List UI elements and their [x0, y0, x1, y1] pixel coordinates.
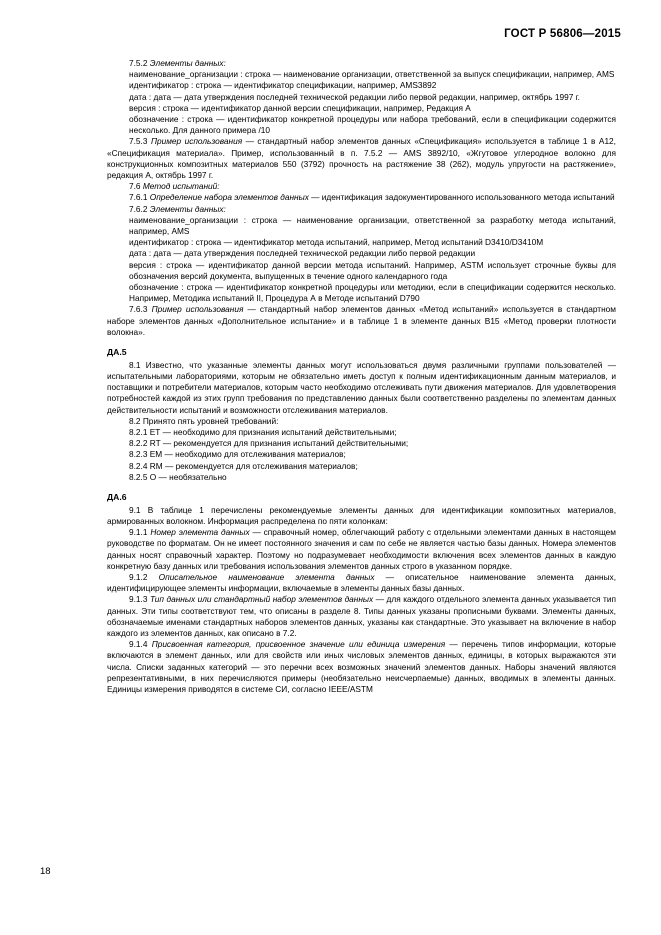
section-heading-da6: ДА.6: [107, 492, 127, 503]
paragraph-8-2: 8.2 Принято пять уровней требований:: [129, 415, 279, 426]
paragraph-8-2-5: 8.2.5 О — необязательно: [129, 471, 227, 482]
clause-title: Описательное наименование элемента данных: [158, 571, 375, 582]
clause-number: 7.6.1: [129, 192, 148, 203]
clause-number: 9.1.3: [129, 594, 148, 605]
clause-number: 9.1.4: [129, 639, 148, 650]
paragraph-date-spec: дата : дата — дата утверждения последней технической редакции либо первой редакции, например, октябрь 1997 г.: [129, 91, 580, 102]
clause-number: 7.6.3: [129, 304, 148, 315]
paragraph-9-1-3: [107, 594, 616, 639]
section-heading-da5: ДА.5: [107, 347, 127, 358]
clause-number: 7.6.2: [129, 203, 148, 214]
clause-number: 7.5.3: [129, 136, 148, 147]
clause-title: Присвоенная категория, присвоенное значение или единица измерения: [151, 639, 446, 650]
clause-title: Пример использования: [151, 304, 244, 315]
clause-text: — справочный номер, облегчающий работу с отдельными элементами данных в настоящем руководстве по форматам. Он не имеет постоянного значения и сам по себе не является частью базы данных. Номера элементов данных носят справочный характер. Поэтому но подразумевает необходимости включения всех элементов данных в каждую конкретную базу данных или требования использования элементов данных строго в указанном порядке.: [107, 527, 616, 571]
paragraph-version-test: версия : строка — идентификатор данной версии метода испытаний. Например, ASTM использует строчные буквы для обозначения версий документа, выпущенных в течение одного календарного года: [129, 259, 616, 281]
clause-title: Тип данных или стандартный набор элементов данных: [150, 594, 374, 605]
clause-number: 9.1.2: [129, 571, 148, 582]
paragraph-designation-test: обозначение : строка — идентификатор конкретной процедуры или методики, если в спецификации содержится несколько. Например, Методика испытаний II, Процедура А в Методе испытаний D790: [129, 282, 616, 304]
paragraph-7-6-2: [107, 204, 616, 215]
paragraph-8-2-4: 8.2.4 RM — рекомендуется для отслеживания материалов;: [129, 460, 358, 471]
paragraph-date-test: дата : дата — дата утверждения последней технической редакции либо первой редакции: [129, 248, 476, 259]
paragraph-identifier-test: идентификатор : строка — идентификатор метода испытаний, например, Метод испытаний D3410/D3410M: [129, 237, 544, 248]
paragraph-9-1-1: [107, 527, 616, 572]
clause-text: — для каждого отдельного элемента данных указывается тип данных. Эти типы соответствуют тем, что описаны в разделе 8. Типы данных указаны прописными буквами. Элементы данных, обозначаемые именами стандартных наборов элементов данных, указаны как стандартные. Это указывает на включение в набор каждого из элементов данных, как описано в 7.2.: [107, 594, 616, 638]
clause-number: 9.1.1: [129, 527, 148, 538]
paragraph-8-2-1: 8.2.1 ЕТ — необходимо для признания испытаний действительными;: [129, 427, 397, 437]
paragraph-8-2-3: 8.2.3 ЕМ — необходимо для отслеживания материалов;: [129, 449, 346, 460]
clause-title: Элементы данных:: [149, 203, 226, 214]
clause-text: — идентификация задокументированного использованного метода испытаний: [308, 192, 615, 203]
clause-title: Метод испытаний:: [142, 181, 220, 192]
clause-text: — описательное наименование элемента данных, идентифицирующее элементы информации, включаемые в элементы данных базы данных.: [107, 571, 616, 594]
paragraph-9-1-2: [107, 572, 616, 594]
paragraph-7-6: [107, 181, 616, 192]
paragraph-org-name-spec: наименование_организации : строка — наименование организации, ответственной за выпуск спецификации, например, AMS: [129, 69, 615, 80]
clause-text: — стандартный набор элементов данных «Метод испытаний» используется в стандартном наборе элементов данных «Дополнительное испытание» и в таблице 1 в элементе данных В15 «Метод проверки плотности волокна».: [107, 304, 616, 337]
clause-number: 7.6: [129, 181, 141, 192]
paragraph-9-1: 9.1 В таблице 1 перечислены рекомендуемые элементы данных для идентификации композитных материалов, армированных волокном. Информация распределена по пяти колонкам:: [107, 504, 616, 526]
page-number: 18: [40, 866, 51, 877]
paragraph-version-spec: версия : строка — идентификатор данной версии спецификации, например, Редакция А: [129, 102, 471, 113]
paragraph-identifier-spec: идентификатор : строка — идентификатор спецификации, например, AMS3892: [129, 80, 437, 91]
paragraph-7-5-2: [107, 58, 616, 69]
paragraph-7-5-3: [107, 136, 616, 181]
page-header: ГОСТ Р 56806—2015: [504, 28, 621, 40]
clause-title: Номер элемента данных: [150, 527, 250, 538]
clause-text: — стандартный набор элементов данных «Спецификация» используется в таблице 1 в А12, «Спецификация материала». Пример, использованный в п. 7.5.2 — AMS 3892/10, «Жгутовое углеродное волокно для конструкционных композитных материалов 550 (3792) прочность на растяжение 38 (262), модуль упругости на растяжение», редакция А, октябрь 1997 г.: [107, 136, 616, 181]
clause-title: Пример использования: [150, 136, 243, 147]
clause-number: 7.5.2: [129, 58, 148, 68]
document-body: [107, 58, 616, 695]
clause-title: Элементы данных:: [149, 58, 226, 68]
paragraph-8-2-2: 8.2.2 RT — рекомендуется для признания испытаний действительными;: [129, 438, 409, 449]
clause-title: Определение набора элементов данных: [149, 192, 309, 203]
paragraph-7-6-3: [107, 304, 616, 338]
paragraph-9-1-4: [107, 639, 616, 695]
paragraph-8-1: 8.1 Известно, что указанные элементы данных могут использоваться двумя различными группами пользователей — испытательными лабораториями, которым не обязательно иметь доступ к полным идентификационным данным материалов, и поставщики и потребители материалов, которым часто необходимо отслеживать пути движения материалов. Для удовлетворения потребностей каждой из этих групп требования по представлению данных были соответственно разделены по элементам данных действительности испытаний и возможности отслеживания материалов.: [107, 359, 616, 415]
paragraph-designation-spec: обозначение : строка — идентификатор конкретной процедуры или набора требований, если в спецификации содержится несколько. Для данного примера /10: [129, 114, 616, 136]
clause-text: — перечень типов информации, которые включаются в элемент данных, или для свойств или иных числовых элементов данных, единицы, в которых выражаются эти числа. Списки заданных категорий — это перечни всех возможных значений элементов данных. Наборы значений являются репрезентативными, в них перечисляются примеры (необязательно неисчерпаемые) данных, вводимых в элементы данных. Единицы измерения приводятся в системе СИ, согласно IEEE/ASTM: [107, 639, 616, 694]
paragraph-org-name-test: наименование_организации : строка — наименование организации, ответственной за разработку метода испытаний, например, AMS: [129, 214, 616, 237]
paragraph-7-6-1: [107, 192, 616, 203]
